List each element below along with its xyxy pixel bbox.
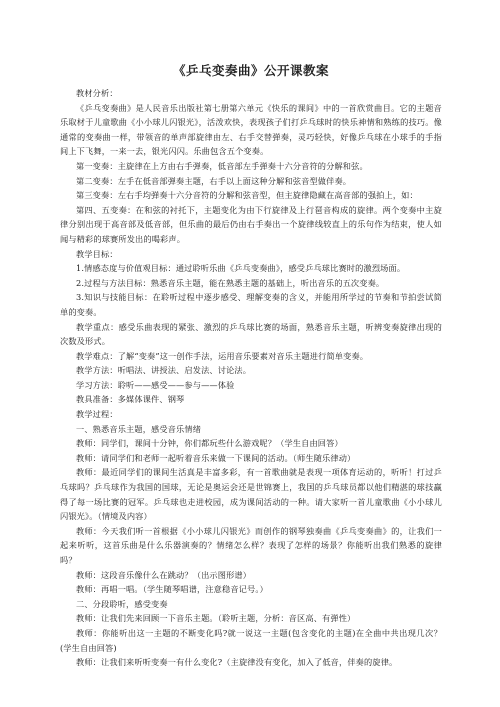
paragraph: 第二变奏：左手在低音部弹奏主题，右手以上面这种分解和弦音型做伴奏。 bbox=[76, 175, 352, 186]
paragraph: 教师：让我们先来回顾一下音乐主题。（聆听主题，分析：音区高、有弹性） bbox=[76, 613, 356, 624]
paragraph: 教师：同学们，课间十分钟，你们都玩些什么游戏呢？（学生自由回答） bbox=[76, 438, 343, 449]
paragraph: 教师：今天我们听一首根据《小小球儿闪银光》而创作的钢琴独奏曲《乒乓变奏曲》的，让我们一起来听听，这首乐曲是什么乐器演奏的？情绪怎么样？表现了怎样的场景？你能听出我们熟悉的旋律吗？ bbox=[60, 525, 442, 565]
paragraph: 第一变奏：主旋律在上方由右手弹奏，低音部左手弹奏十六分音符的分解和弦。 bbox=[76, 160, 368, 171]
paragraph: 教学难点：了解“变奏”这一创作手法，运用音乐要素对音乐主题进行简单变奏。 bbox=[76, 350, 369, 361]
paragraph: 教学方法：听唱法、讲授法、启发法、讨论法。 bbox=[76, 365, 252, 376]
paragraph: 教材分析： bbox=[76, 88, 118, 98]
section-heading: 二、分段聆听，感受变奏 bbox=[76, 598, 168, 609]
paragraph: 教具准备：多媒体课件、钢琴 bbox=[76, 394, 185, 405]
paragraph: 第四、五变奏：在和弦的衬托下，主题变化为由下行旋律及上行琶音构成的旋律。两个变奏中主旋律分别出现于高音部及低音部，但乐曲的最后仍由右手奏出一个旋律线较直上的乐句作为结束，使人如闻与精彩的球赛所发出的喝彩声。 bbox=[60, 204, 442, 244]
paragraph: 学习方法：聆听——感受——参与——体验 bbox=[76, 379, 235, 390]
paragraph: 教师：让我们来听听变奏一有什么变化?（主旋律没有变化，加入了低音，伴奏的旋律。 bbox=[76, 657, 398, 668]
paragraph: 3.知识与技能目标：在聆听过程中逐步感受、理解变奏的含义，并能用所学过的节奏和节拍尝试简单的变奏。 bbox=[60, 292, 442, 317]
section-heading: 一、熟悉音乐主题，感受音乐情绪 bbox=[76, 423, 202, 434]
paragraph: 教师：你能听出这一主题的不断变化吗?就一说这一主题(包含变化的主题)在全曲中共出现几次？ (学生自由回答) bbox=[60, 627, 451, 653]
paragraph: 教师：再唱一唱。（学生随琴唱谱，注意稳音记号。） bbox=[76, 584, 268, 595]
paragraph: 教师：请同学们和老师一起听着音乐来做一下课间的活动。（师生随乐律动） bbox=[76, 452, 356, 463]
paragraph: 教师：最近同学们的课间生活真是丰富多彩，有一首歌曲就是表现一项体育运动的，听听！打过乒乓球吗？乒乓球作为我国的国球，无论是奥运会还是世锦赛上，我国的乒乓球员都以他们精湛的球技赢得了每一场比赛的冠军。乒乓球也走进校园，成为课间活动的一种。请大家听一首儿童歌曲《小小球儿闪银光》。（情境及内容） bbox=[60, 467, 442, 522]
document-title: 《乒乓变奏曲》公开课教案 bbox=[172, 63, 329, 78]
section-heading: 教学目标： bbox=[76, 248, 118, 259]
section-heading: 教学过程： bbox=[76, 409, 118, 420]
paragraph: 《乒乓变奏曲》是人民音乐出版社第七册第六单元《快乐的课间》中的一首欣赏曲目。它的主题音乐取材于儿童歌曲《小小球儿闪银光》，活泼欢快，表现孩子们打乒乓球时的快乐神情和熟练的技巧。像通常的变奏曲一样，带领音的单声部旋律由左、右手交替弹奏，灵巧轻快，好像乒乓球在小球手的手指间上下飞舞，一来一去，银光闪闪。乐曲包含五个变奏。 bbox=[60, 102, 442, 157]
paragraph: 教学重点：感受乐曲表现的紧张、激烈的乒乓球比赛的场面，熟悉音乐主题，听辨变奏旋律出现的次数及形式。 bbox=[60, 321, 442, 347]
paragraph: 教师：这段音乐像什么在跳动？（出示图形谱） bbox=[76, 569, 252, 580]
paragraph: 1.情感态度与价值观目标：通过聆听乐曲《乒乓变奏曲》，感受乒乓球比赛时的激烈场面。 bbox=[76, 263, 406, 274]
paragraph: 第三变奏：左右手均弹奏十六分音符的分解和弦音型，但主旋律隐藏在高音部的强拍上，如： bbox=[76, 190, 418, 201]
paragraph: 2.过程与方法目标：熟悉音乐主题，能在熟悉主题的基础上，听出音乐的五次变奏。 bbox=[76, 277, 385, 288]
